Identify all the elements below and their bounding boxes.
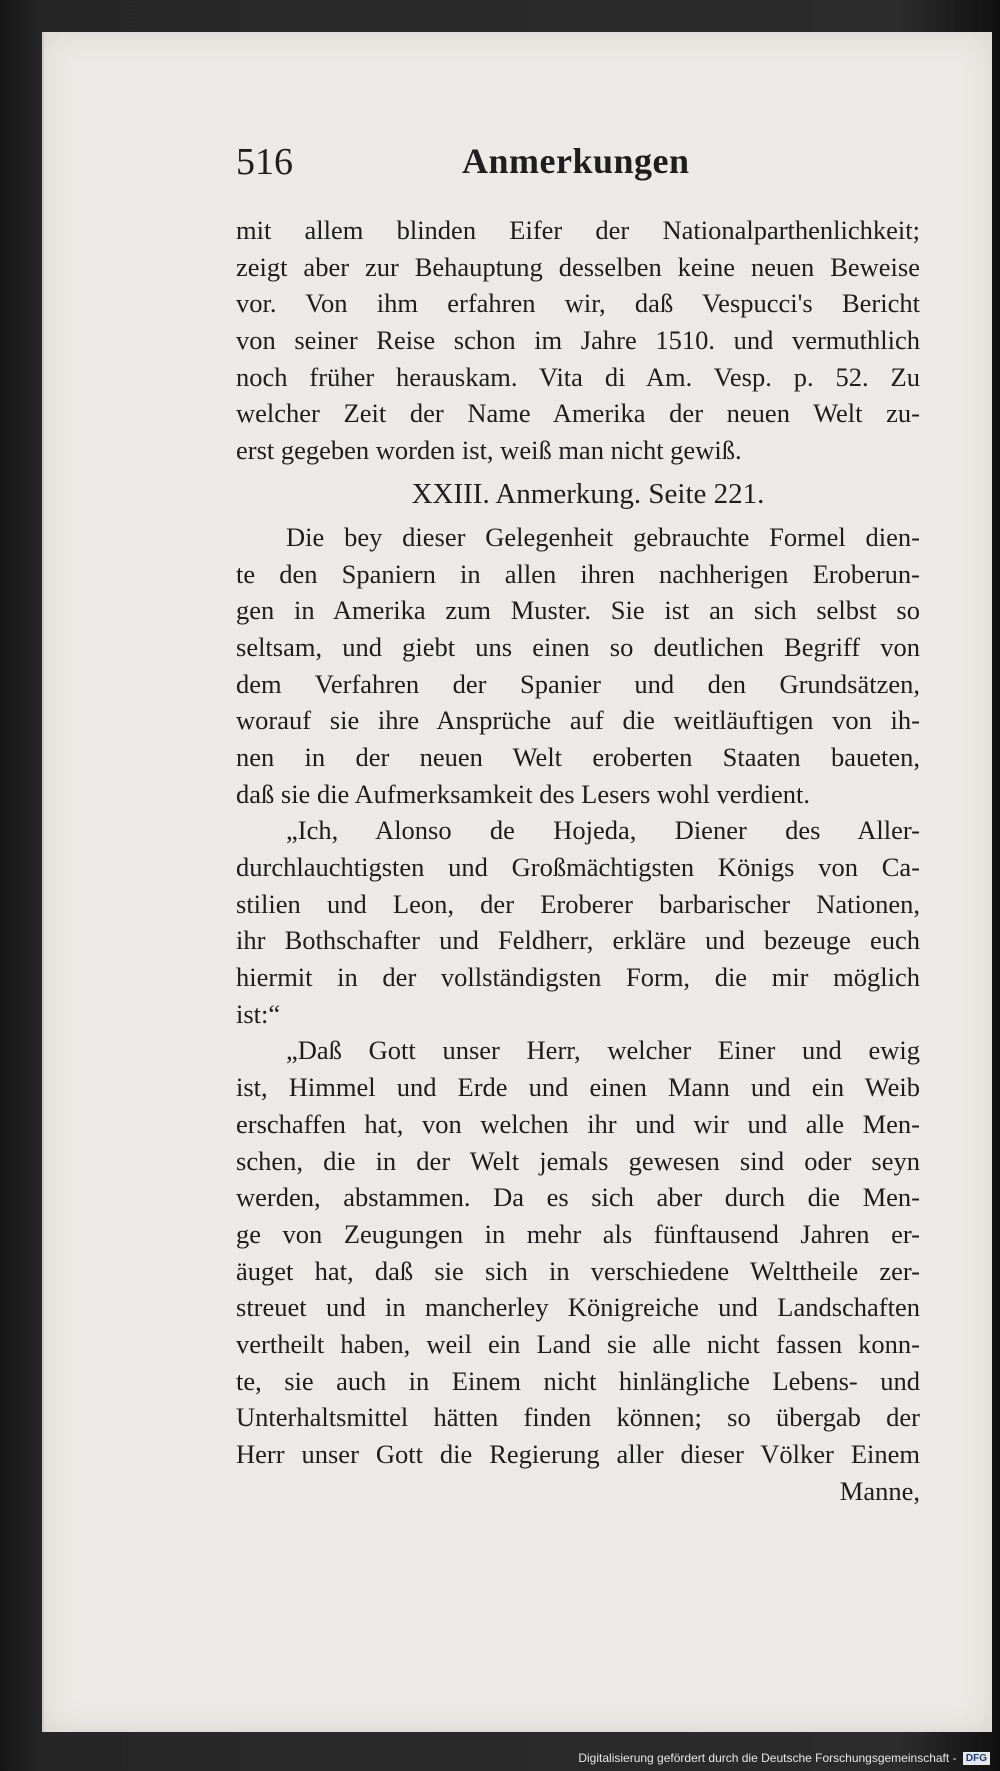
- text-line: „Daß Gott unser Herr, welcher Einer und ewig: [286, 1035, 920, 1066]
- text-line: werden, abstammen. Da es sich aber durch die Men-: [236, 1182, 920, 1213]
- dfg-logo: DFG: [963, 1752, 990, 1765]
- text-line: von seiner Reise schon im Jahre 1510. und vermuthlich: [236, 325, 920, 356]
- text-line: Unterhaltsmittel hätten finden können; so übergab der: [236, 1402, 920, 1433]
- text-line: mit allem blinden Eifer der Nationalparthenlichkeit;: [236, 215, 920, 245]
- text-line: gen in Amerika zum Muster. Sie ist an sich selbst so: [236, 595, 920, 626]
- paragraph-continued: [236, 212, 920, 469]
- text-line: „Ich, Alonso de Hojeda, Diener des Aller-: [286, 815, 920, 846]
- page-number: 516: [236, 141, 293, 183]
- text-line: hiermit in der vollständigsten Form, die mir möglich: [236, 962, 920, 993]
- catchword: Manne,: [839, 1475, 920, 1506]
- body-text: [236, 212, 920, 1509]
- credit-text: Digitalisierung gefördert durch die Deutsche Forschungsgemeinschaft -: [578, 1750, 957, 1765]
- text-line: te, sie auch in Einem nicht hinlängliche Lebens- und: [236, 1365, 920, 1396]
- text-line: welcher Zeit der Name Amerika der neuen Welt zu-: [236, 398, 920, 429]
- text-line: noch früher herauskam. Vita di Am. Vesp. p. 52. Zu: [236, 361, 920, 392]
- text-line: te den Spaniern in allen ihren nachherigen Eroberun-: [236, 558, 920, 589]
- text-line: stilien und Leon, der Eroberer barbarischer Nationen,: [236, 888, 920, 919]
- text-line: erst gegeben worden ist, weiß man nicht gewiß.: [236, 435, 742, 466]
- digitization-credit: [578, 1751, 990, 1765]
- text-line: Die bey dieser Gelegenheit gebrauchte Formel dien-: [286, 521, 920, 552]
- text-line: streuet und in mancherley Königreiche und Landschaften: [236, 1292, 920, 1323]
- text-line: durchlauchtigsten und Großmächtigsten Königs von Ca-: [236, 852, 920, 882]
- text-line: zeigt aber zur Behauptung desselben keine neuen Beweise: [236, 251, 920, 282]
- section-heading: XXIII. Anmerkung. Seite 221.: [411, 477, 765, 510]
- text-line: worauf sie ihre Ansprüche auf die weitläuftigen von ih-: [236, 705, 920, 736]
- text-line: nen in der neuen Welt eroberten Staaten baueten,: [236, 741, 920, 772]
- text-line: ge von Zeugungen in mehr als fünftausend Jahren er-: [236, 1218, 920, 1249]
- paragraph-requerimiento: [236, 1032, 920, 1472]
- text-line: vor. Von ihm erfahren wir, daß Vespucci's Bericht: [236, 288, 920, 319]
- text-line: schen, die in der Welt jemals gewesen sind oder seyn: [236, 1145, 920, 1176]
- text-line: ihr Bothschafter und Feldherr, erkläre und bezeuge euch: [236, 925, 920, 956]
- text-line: ist:“: [236, 998, 281, 1029]
- running-head: Anmerkungen: [462, 141, 690, 181]
- text-line: erschaffen hat, von welchen ihr und wir und alle Men-: [236, 1108, 920, 1139]
- text-line: vertheilt haben, weil ein Land sie alle nicht fassen konn-: [236, 1328, 920, 1359]
- text-line: Herr unser Gott die Regierung aller dieser Völker Einem: [236, 1439, 920, 1469]
- paragraph-formula-intro: [236, 519, 920, 813]
- paragraph-hojeda-declaration: [236, 812, 920, 1032]
- text-line: daß sie die Aufmerksamkeit des Lesers wohl verdient.: [236, 778, 811, 809]
- page-header: [236, 140, 936, 200]
- text-line: äuget hat, daß sie sich in verschiedene Welttheile zer-: [236, 1255, 920, 1286]
- text-line: ist, Himmel und Erde und einen Mann und ein Weib: [236, 1072, 920, 1103]
- text-line: dem Verfahren der Spanier und den Grundsätzen,: [236, 668, 920, 699]
- text-line: seltsam, und giebt uns einen so deutlichen Begriff von: [236, 631, 920, 662]
